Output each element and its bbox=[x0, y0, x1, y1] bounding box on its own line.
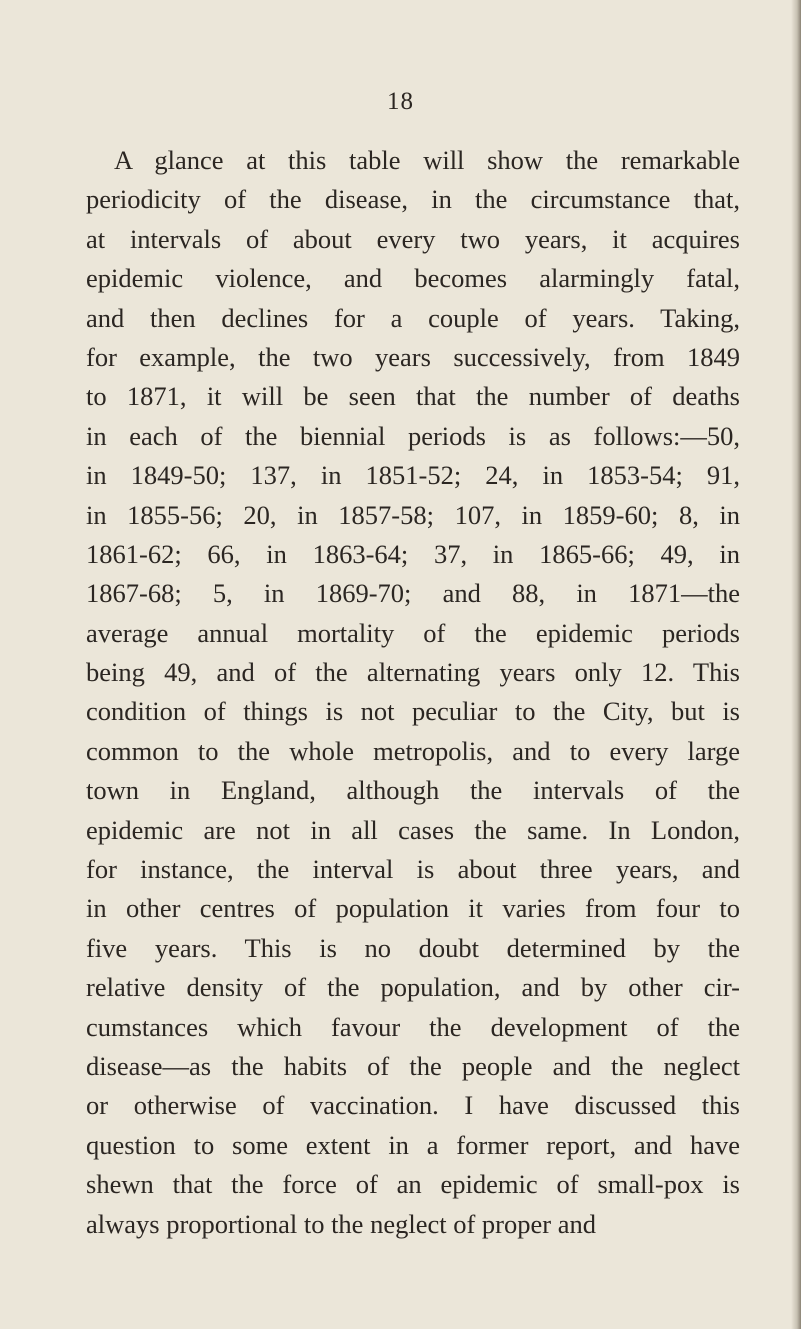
body-paragraph bbox=[86, 141, 740, 1244]
text-line: 1861-62; 66, in 1863-64; 37, in 1865-66; 49, in bbox=[86, 538, 740, 569]
text-line: for instance, the interval is about three years, and bbox=[86, 854, 740, 885]
text-line: always proportional to the neglect of proper and bbox=[86, 1208, 596, 1239]
text-line: periodicity of the disease, in the circumstance that, bbox=[86, 184, 740, 215]
text-line: A glance at this table will show the remarkable bbox=[114, 145, 740, 175]
text-line: disease—as the habits of the people and the neglect bbox=[86, 1050, 740, 1081]
text-line: epidemic are not in all cases the same. In London, bbox=[86, 814, 740, 845]
text-line: 1867-68; 5, in 1869-70; and 88, in 1871—the bbox=[86, 578, 740, 609]
text-line: town in England, although the intervals of the bbox=[86, 775, 740, 806]
text-line: common to the whole metropolis, and to every large bbox=[86, 735, 740, 766]
text-line: shewn that the force of an epidemic of small-pox is bbox=[86, 1169, 740, 1200]
text-line: in each of the biennial periods is as follows:—50, bbox=[86, 420, 740, 451]
text-line: and then declines for a couple of years. Taking, bbox=[86, 302, 740, 333]
text-line: cumstances which favour the development of the bbox=[86, 1011, 740, 1042]
text-line: to 1871, it will be seen that the number of deaths bbox=[86, 381, 740, 412]
text-line: in other centres of population it varies from four to bbox=[86, 893, 740, 924]
text-line: at intervals of about every two years, it acquires bbox=[86, 223, 740, 254]
text-line: epidemic violence, and becomes alarmingly fatal, bbox=[86, 263, 740, 294]
text-line: or otherwise of vaccination. I have discussed this bbox=[86, 1090, 740, 1121]
text-line: five years. This is no doubt determined by the bbox=[86, 932, 740, 963]
page-number: 18 bbox=[387, 88, 414, 115]
text-line: being 49, and of the alternating years only 12. This bbox=[86, 657, 740, 688]
page-edge-shadow bbox=[791, 0, 801, 1329]
text-line: relative density of the population, and by other cir- bbox=[86, 972, 740, 1003]
text-line: condition of things is not peculiar to the City, but is bbox=[86, 696, 740, 727]
text-line: in 1849-50; 137, in 1851-52; 24, in 1853-54; 91, bbox=[86, 460, 740, 491]
text-line: in 1855-56; 20, in 1857-58; 107, in 1859-60; 8, in bbox=[86, 499, 740, 530]
text-line: average annual mortality of the epidemic periods bbox=[86, 617, 740, 648]
text-line: question to some extent in a former report, and have bbox=[86, 1129, 740, 1160]
text-line: for example, the two years successively, from 1849 bbox=[86, 341, 740, 372]
